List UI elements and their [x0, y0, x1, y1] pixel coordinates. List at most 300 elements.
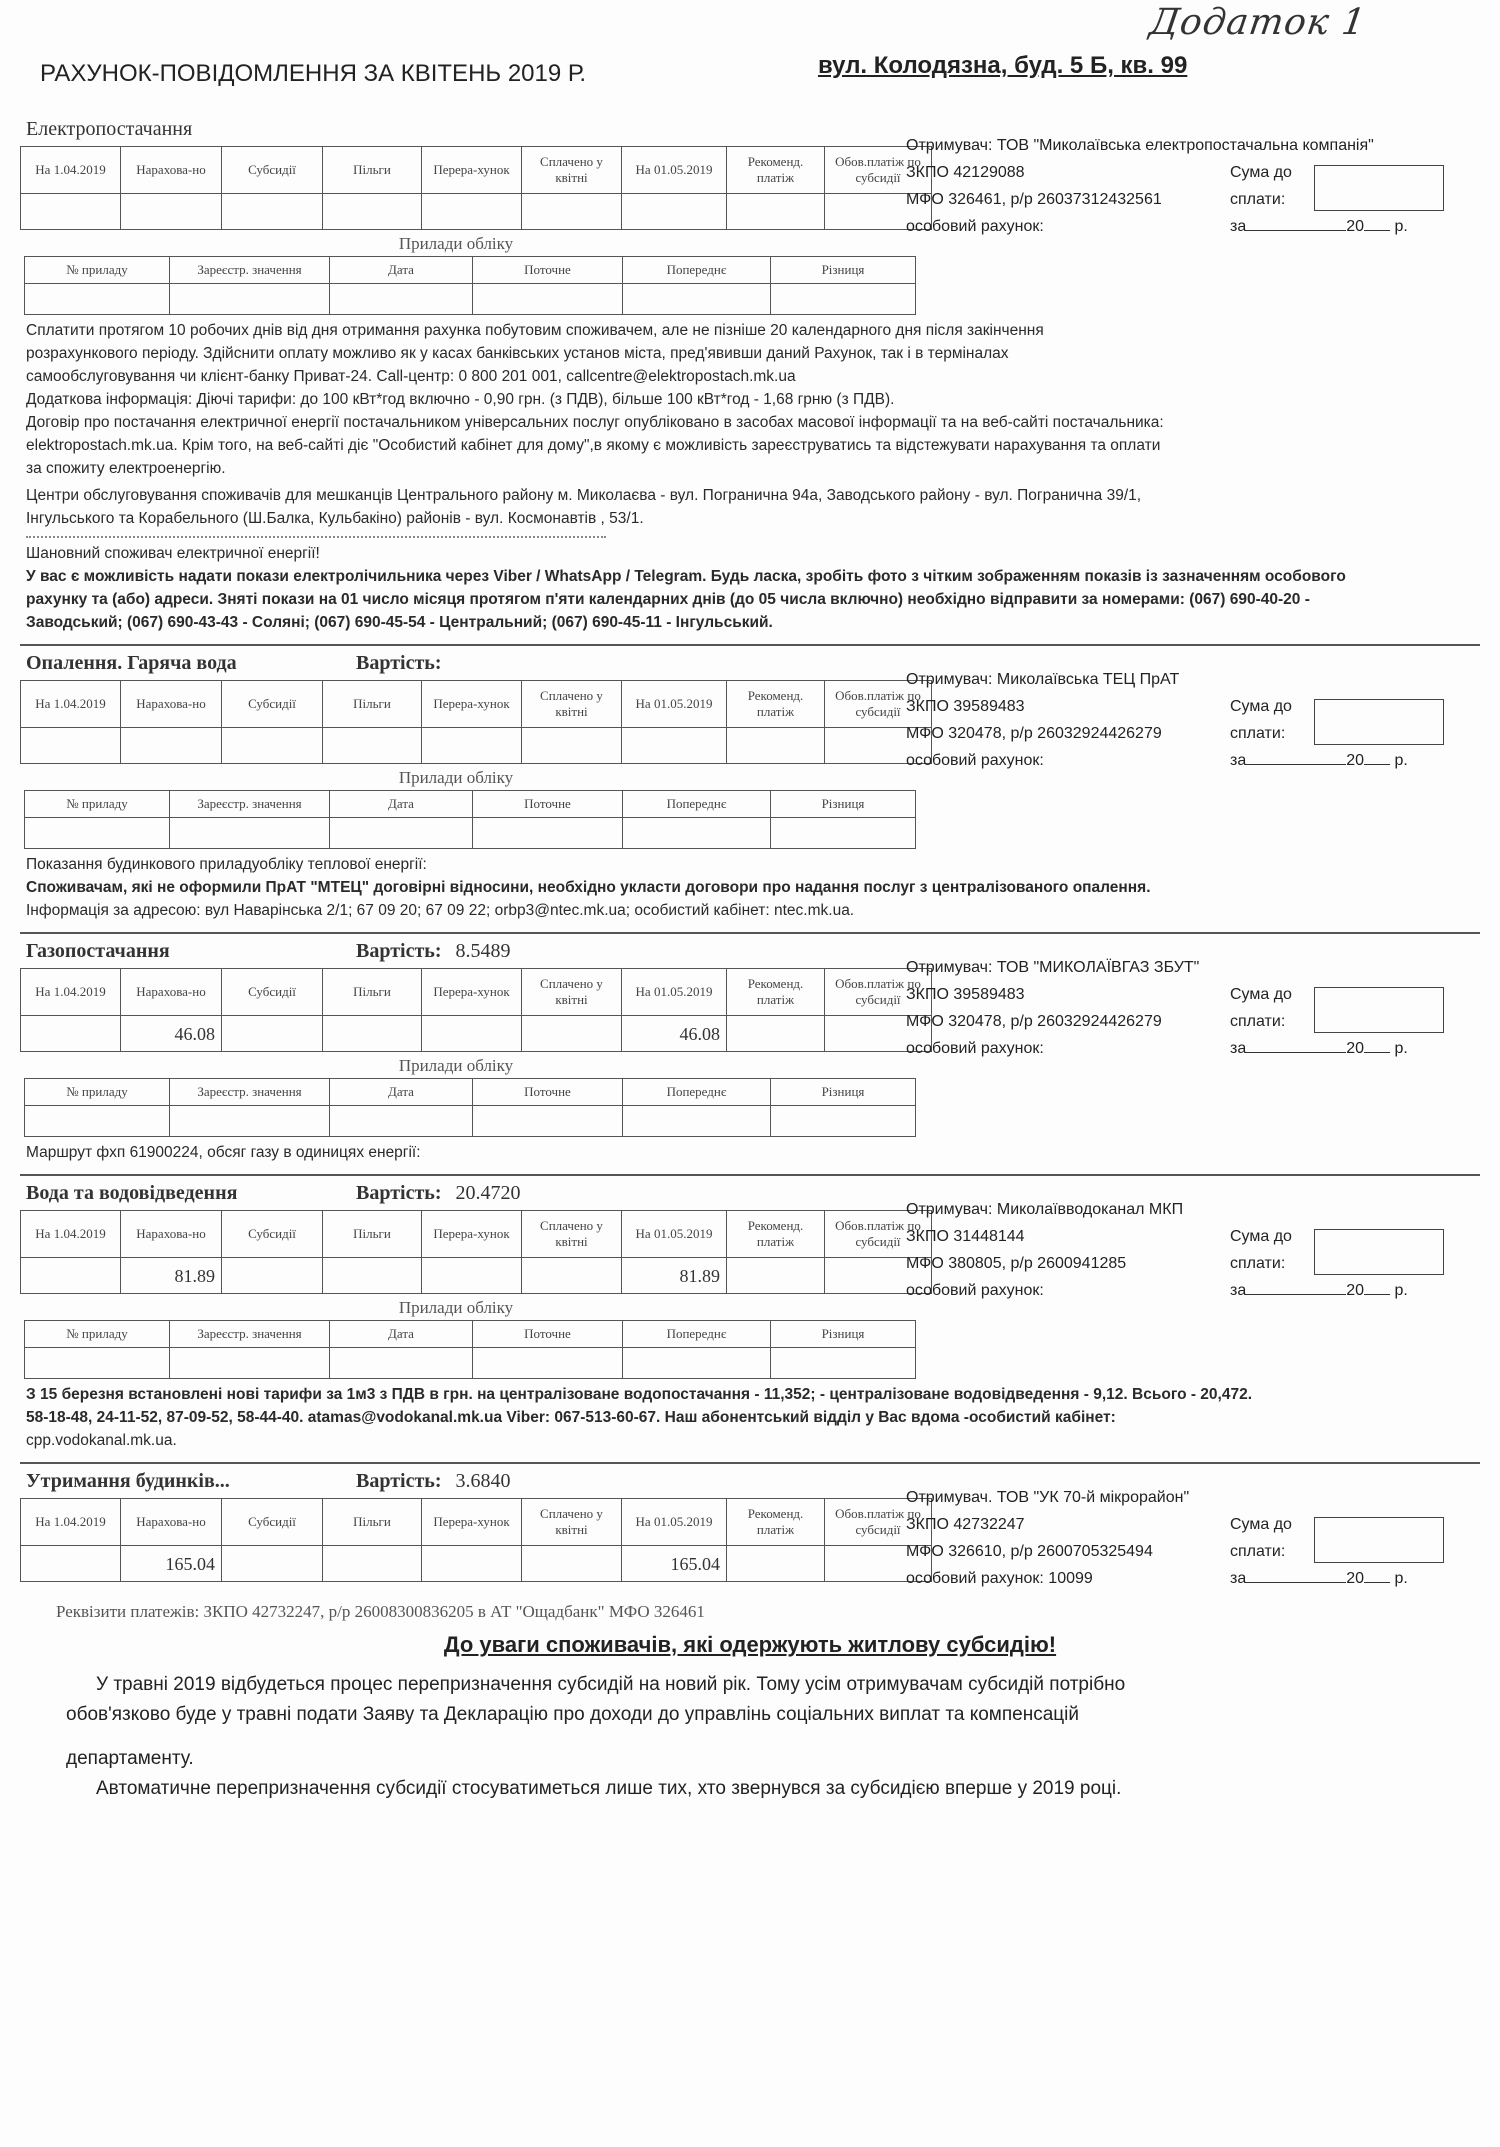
column-header: Субсидії: [222, 147, 323, 194]
period-za: за: [1230, 1040, 1247, 1057]
personal-account-label: особовий рахунок:: [906, 752, 1044, 769]
charge-cell: [422, 1546, 522, 1582]
charge-cell: [121, 728, 222, 764]
column-header: Рекоменд. платіж: [727, 681, 825, 728]
column-header: Нарахова-но: [121, 147, 222, 194]
charge-cell: 165.04: [121, 1546, 222, 1582]
appendix-label: Додаток 1: [1147, 2, 1369, 43]
column-header: Пільги: [323, 1499, 422, 1546]
section-slot-heating: [0, 652, 1500, 849]
charge-cell: [21, 194, 121, 230]
section-title: Вода та водовідведення: [26, 1182, 238, 1204]
recipient-bank: МФО 320478, р/р 26032924426279: [906, 725, 1162, 742]
charge-cell: [522, 1016, 622, 1052]
charges-table: [20, 680, 932, 764]
recipient-name: Отримувач. ТОВ "УК 70-й мікрорайон": [906, 1489, 1190, 1506]
section-slot-gas: [0, 940, 1500, 1137]
charge-cell: [323, 194, 422, 230]
meter-column-header: Дата: [330, 1079, 473, 1106]
column-header: Пільги: [323, 147, 422, 194]
recipient-name: Отримувач: ТОВ "МИКОЛАЇВГАЗ ЗБУТ": [906, 959, 1200, 976]
column-header: Перера-хунок: [422, 147, 522, 194]
section-cost: [356, 652, 456, 675]
recipient-bank: МФО 380805, р/р 2600941285: [906, 1255, 1127, 1272]
column-header: Пільги: [323, 969, 422, 1016]
meter-cell: [25, 284, 170, 315]
recipient-name: Отримувач: Миколаївська ТЕЦ ПрАТ: [906, 671, 1180, 688]
period-za: за: [1230, 752, 1247, 769]
period-suffix: р.: [1394, 1570, 1408, 1587]
charge-cell: [21, 1016, 121, 1052]
notice-line: департаменту.: [66, 1748, 194, 1769]
recipient-zkpo: ЗКПО 31448144: [906, 1228, 1025, 1245]
pay-column: [1206, 132, 1466, 240]
recipient-block: [906, 666, 1206, 774]
meters-header-row: [25, 1321, 916, 1348]
meter-cell: [330, 1106, 473, 1137]
column-header: На 1.04.2019: [21, 1499, 121, 1546]
heating-info: [0, 849, 1500, 928]
meters-table: [24, 256, 916, 315]
charges-header-row: [21, 681, 932, 728]
personal-account: [906, 1565, 1206, 1592]
meter-cell: [170, 818, 330, 849]
sum-due-field[interactable]: [1314, 987, 1444, 1033]
meter-column-header: Поточне: [473, 791, 623, 818]
info-line: Сплатити протягом 10 робочих днів від дня отримання рахунка побутовим споживачем, але не пізніше 20 календарного дня після закінчення: [26, 322, 1044, 339]
info-line: Інгульського та Корабельного (Ш.Балка, Кульбакіно) районів - вул. Космонавтів , 53/1.: [26, 510, 644, 527]
column-header: Сплачено у квітні: [522, 1211, 622, 1258]
info-line: розрахункового періоду. Здійснити оплату можливо як у касах банківських установ міста, пред'явивши даний Рахунок, так і в терміналах: [26, 345, 1009, 362]
info-line: Інформація за адресою: вул Наварінська 2/1; 67 09 20; 67 09 22; orbp3@ntec.mk.ua; особистий кабінет: ntec.mk.ua.: [26, 902, 855, 919]
section-heading: [20, 1182, 892, 1210]
column-header: На 01.05.2019: [622, 147, 727, 194]
period-suffix: р.: [1394, 1040, 1408, 1057]
column-header: Нарахова-но: [121, 1499, 222, 1546]
personal-account-label: особовий рахунок:: [906, 1570, 1044, 1587]
period-za: за: [1230, 1570, 1247, 1587]
sum-due-labels: [1230, 159, 1314, 213]
meter-cell: [473, 1106, 623, 1137]
meter-cell: [771, 284, 916, 315]
cost-label: Вартість:: [356, 652, 442, 674]
page-header: [0, 0, 1500, 118]
recipient-zkpo: ЗКПО 39589483: [906, 698, 1025, 715]
period-year: 20: [1346, 1282, 1365, 1299]
column-header: Сплачено у квітні: [522, 147, 622, 194]
meters-header-row: [25, 791, 916, 818]
meter-column-header: Попереднє: [623, 1079, 771, 1106]
cost-label: Вартість:: [356, 1182, 442, 1204]
column-header: Перера-хунок: [422, 969, 522, 1016]
charge-cell: 46.08: [622, 1016, 727, 1052]
charge-cell: [323, 1016, 422, 1052]
charge-cell: 46.08: [121, 1016, 222, 1052]
meter-column-header: Дата: [330, 257, 473, 284]
personal-account-label: особовий рахунок:: [906, 218, 1044, 235]
sum-due-label: Сума до: [1230, 164, 1292, 181]
gas-info: [0, 1137, 1500, 1170]
section-tables: [20, 1182, 921, 1379]
section-payment: [892, 940, 1482, 1062]
meter-cell: [25, 1348, 170, 1379]
charge-cell: [323, 1546, 422, 1582]
column-header: Пільги: [323, 1211, 422, 1258]
address: вул. Колодязна, буд. 5 Б, кв. 99: [818, 52, 1188, 79]
meters-caption: Прилади обліку: [398, 234, 514, 253]
section-tables: [20, 1470, 921, 1582]
recipient-bank: МФО 326610, р/р 2600705325494: [906, 1543, 1153, 1560]
payment-requisites: Реквізити платежів: ЗКПО 42732247, р/р 26008300836205 в АТ "Ощадбанк" МФО 326461: [56, 1602, 705, 1621]
section-cost: [356, 1470, 511, 1493]
charge-cell: [222, 1546, 323, 1582]
column-header: Рекоменд. платіж: [727, 147, 825, 194]
column-header: На 1.04.2019: [21, 147, 121, 194]
charges-value-row: [21, 194, 932, 230]
personal-account: [906, 1277, 1206, 1304]
year-blank[interactable]: [1364, 216, 1390, 231]
sum-due-label-2: сплати:: [1230, 1543, 1286, 1560]
recipient-zkpo: ЗКПО 39589483: [906, 986, 1025, 1003]
period-blank[interactable]: [1246, 1038, 1346, 1053]
meters-table: [24, 790, 916, 849]
personal-account-label: особовий рахунок:: [906, 1282, 1044, 1299]
charge-cell: [727, 1546, 825, 1582]
info-line: 58-18-48, 24-11-52, 87-09-52, 58-44-40. atamas@vodokanal.mk.ua Viber: 067-513-60-67. Наш абонентський відділ у Вас вдома -особистий кабінет:: [26, 1409, 1116, 1426]
column-header: Сплачено у квітні: [522, 969, 622, 1016]
recipient-name: Отримувач: Миколаївводоканал МКП: [906, 1201, 1184, 1218]
section-row: [0, 1182, 1500, 1379]
section-divider: [20, 1462, 1480, 1464]
meter-column-header: Зареєстр. значення: [170, 1321, 330, 1348]
year-blank[interactable]: [1364, 1280, 1390, 1295]
meter-column-header: Дата: [330, 791, 473, 818]
period-line: [1230, 1035, 1466, 1062]
meter-column-header: Попереднє: [623, 791, 771, 818]
info-line: Шановний споживач електричної енергії!: [26, 545, 320, 562]
meter-column-header: Поточне: [473, 257, 623, 284]
charge-cell: [21, 1546, 121, 1582]
period-za: за: [1230, 218, 1247, 235]
cost-label: Вартість:: [356, 940, 442, 962]
meter-cell: [623, 284, 771, 315]
section-heading: [20, 652, 892, 680]
pay-column: [1206, 954, 1466, 1062]
period-year: 20: [1346, 1570, 1365, 1587]
charge-cell: [727, 194, 825, 230]
charge-cell: [622, 194, 727, 230]
section-title: Утримання будинків...: [26, 1470, 230, 1492]
meter-cell: [473, 1348, 623, 1379]
section-title: Газопостачання: [26, 940, 170, 962]
section-heading: [20, 118, 892, 146]
charge-cell: [522, 1258, 622, 1294]
pay-column: [1206, 666, 1466, 774]
meter-cell: [623, 1106, 771, 1137]
section-title: Опалення. Гаряча вода: [26, 652, 237, 674]
notice-line: обов'язково буде у травні подати Заяву та Декларацію про доходи до управлінь соціальних виплат та компенсацій: [66, 1704, 1079, 1725]
info-line: elektropostach.mk.ua. Крім того, на веб-сайті діє "Особистий кабінет для дому",в якому є можливість зареєструватись та відстежувати нарахування та оплати: [26, 437, 1161, 454]
charge-cell: [121, 194, 222, 230]
period-blank[interactable]: [1246, 1280, 1346, 1295]
year-blank[interactable]: [1364, 1568, 1390, 1583]
info-line: самообслуговування чи клієнт-банку Приват-24. Call-центр: 0 800 201 001, callcentre@elektropostach.mk.ua: [26, 368, 796, 385]
section-tables: [20, 940, 921, 1137]
meters-caption: Прилади обліку: [398, 1298, 514, 1317]
column-header: Рекоменд. платіж: [727, 969, 825, 1016]
pay-column: [1206, 1484, 1466, 1592]
column-header: Субсидії: [222, 1211, 323, 1258]
charge-cell: [422, 1016, 522, 1052]
column-header: Пільги: [323, 681, 422, 728]
section-row: [0, 652, 1500, 849]
meters-value-row: [25, 1106, 916, 1137]
column-header: Нарахова-но: [121, 1211, 222, 1258]
period-za: за: [1230, 1282, 1247, 1299]
info-line: Маршрут фхп 61900224, обсяг газу в одиницях енергії:: [26, 1144, 421, 1161]
column-header: Рекоменд. платіж: [727, 1499, 825, 1546]
meter-column-header: Зареєстр. значення: [170, 257, 330, 284]
charge-cell: [21, 728, 121, 764]
recipient-block: [906, 954, 1206, 1062]
charge-cell: [21, 1258, 121, 1294]
cost-label: Вартість:: [356, 1470, 442, 1492]
sum-due-field[interactable]: [1314, 1229, 1444, 1275]
period-year: 20: [1346, 1040, 1365, 1057]
meter-cell: [623, 818, 771, 849]
section-divider: [20, 1174, 1480, 1176]
info-line: Центри обслуговування споживачів для мешканців Центрального району м. Миколаєва - вул. Погранична 94а, Заводського району - вул. Погранична 39/1,: [26, 487, 1142, 504]
info-line: Споживачам, які не оформили ПрАТ "МТЕЦ" договірні відносини, необхідно укласти договори про надання послуг з централізованого опалення.: [26, 879, 1151, 896]
charges-table: [20, 968, 932, 1052]
cost-value: 3.6840: [455, 1470, 511, 1492]
charges-header-row: [21, 1211, 932, 1258]
meters-caption: Прилади обліку: [398, 1056, 514, 1075]
personal-account-value: 10099: [1048, 1570, 1093, 1587]
column-header: Обов.платіж по субсидії: [825, 1499, 932, 1546]
section-heading: [20, 940, 892, 968]
section-row: [0, 118, 1500, 315]
period-suffix: р.: [1394, 752, 1408, 769]
column-header: Сплачено у квітні: [522, 681, 622, 728]
meter-column-header: Різниця: [771, 1321, 916, 1348]
recipient-name: Отримувач: ТОВ "Миколаївська електропостачальна компанія": [906, 137, 1374, 154]
cost-value: 8.5489: [455, 940, 511, 962]
meter-column-header: № приладу: [25, 791, 170, 818]
info-line: рахунку та (або) адреси. Зняті покази на 01 число місяця протягом п'яти календарних днів (до 05 числа включно) необхідно відправити за номерами: (067) 690-40-20 -: [26, 591, 1310, 608]
period-blank[interactable]: [1246, 216, 1346, 231]
sum-due-label: Сума до: [1230, 1516, 1292, 1533]
period-suffix: р.: [1394, 1282, 1408, 1299]
section-slot-maintenance: [0, 1470, 1500, 1592]
pay-column: [1206, 1196, 1466, 1304]
info-line: за спожиту електроенергію.: [26, 460, 226, 477]
section-tables: [20, 118, 921, 315]
charge-cell: [522, 1546, 622, 1582]
recipient-block: [906, 1196, 1206, 1304]
electricity-info: [0, 315, 1500, 640]
year-blank[interactable]: [1364, 1038, 1390, 1053]
sum-due-field[interactable]: [1314, 699, 1444, 745]
charges-value-row: [21, 728, 932, 764]
sum-due: [1230, 693, 1466, 747]
charges-table: [20, 1210, 932, 1294]
info-line: Договір про постачання електричної енергії постачальником універсальних послуг опубліковано в засобах масової інформації та на веб-сайті постачальника:: [26, 414, 1164, 431]
service-section: [0, 1470, 1500, 1592]
charge-cell: [422, 728, 522, 764]
column-header: Обов.платіж по субсидії: [825, 969, 932, 1016]
charges-value-row: [21, 1016, 932, 1052]
meter-column-header: Різниця: [771, 791, 916, 818]
meter-column-header: Дата: [330, 1321, 473, 1348]
column-header: Нарахова-но: [121, 681, 222, 728]
charges-table: [20, 146, 932, 230]
period-line: [1230, 747, 1466, 774]
charge-cell: [222, 728, 323, 764]
charges-header-row: [21, 969, 932, 1016]
charge-cell: [222, 1016, 323, 1052]
charge-cell: [727, 728, 825, 764]
charge-cell: [323, 728, 422, 764]
section-cost: [356, 940, 511, 963]
service-section: [0, 652, 1500, 849]
column-header: Сплачено у квітні: [522, 1499, 622, 1546]
notice-line: Автоматичне перепризначення субсидії стосуватиметься лише тих, хто звернувся за субсидією вперше у 2019 році.: [96, 1778, 1122, 1799]
meters-table: [24, 1078, 916, 1137]
dotted-separator: [26, 530, 606, 538]
section-payment: [892, 118, 1482, 240]
column-header: Перера-хунок: [422, 681, 522, 728]
meters-table: [24, 1320, 916, 1379]
meter-column-header: Зареєстр. значення: [170, 791, 330, 818]
meter-cell: [170, 1106, 330, 1137]
personal-account: [906, 747, 1206, 774]
period-blank[interactable]: [1246, 750, 1346, 765]
period-year: 20: [1346, 752, 1365, 769]
meter-column-header: Поточне: [473, 1321, 623, 1348]
sum-due-label: Сума до: [1230, 698, 1292, 715]
meter-cell: [330, 818, 473, 849]
charge-cell: [222, 1258, 323, 1294]
section-row: [0, 1470, 1500, 1592]
service-section: [0, 940, 1500, 1137]
recipient-bank: МФО 320478, р/р 26032924426279: [906, 1013, 1162, 1030]
meter-cell: [170, 1348, 330, 1379]
charges-header-row: [21, 1499, 932, 1546]
sum-due-labels: [1230, 981, 1314, 1035]
meter-column-header: № приладу: [25, 1079, 170, 1106]
meters-value-row: [25, 818, 916, 849]
section-divider: [20, 644, 1480, 646]
sum-due-label-2: сплати:: [1230, 1255, 1286, 1272]
sum-due: [1230, 1223, 1466, 1277]
info-line: З 15 березня встановлені нові тарифи за 1м3 з ПДВ в грн. на централізоване водопостачання - 11,352; - централізоване водовідведення - 9,12. Всього - 20,472.: [26, 1386, 1253, 1403]
column-header: Рекоменд. платіж: [727, 1211, 825, 1258]
charge-cell: [727, 1258, 825, 1294]
meter-cell: [771, 818, 916, 849]
column-header: На 01.05.2019: [622, 1499, 727, 1546]
meter-column-header: Поточне: [473, 1079, 623, 1106]
section-payment: [892, 1470, 1482, 1592]
column-header: На 01.05.2019: [622, 681, 727, 728]
charges-value-row: [21, 1258, 932, 1294]
meter-cell: [771, 1106, 916, 1137]
meter-column-header: Попереднє: [623, 257, 771, 284]
column-header: На 1.04.2019: [21, 1211, 121, 1258]
info-line: cpp.vodokanal.mk.ua.: [26, 1432, 177, 1449]
charge-cell: [422, 194, 522, 230]
info-line: Показання будинкового приладуобліку теплової енергії:: [26, 856, 427, 873]
meter-column-header: Різниця: [771, 257, 916, 284]
year-blank[interactable]: [1364, 750, 1390, 765]
info-line: Заводський; (067) 690-43-43 - Соляні; (067) 690-45-54 - Центральний; (067) 690-45-11 - Інгульський.: [26, 614, 773, 631]
meters-caption: Прилади обліку: [398, 768, 514, 787]
meter-cell: [473, 284, 623, 315]
notice-title: До уваги споживачів, які одержують житлову субсидію!: [443, 1632, 1057, 1657]
column-header: Перера-хунок: [422, 1499, 522, 1546]
charge-cell: [522, 194, 622, 230]
sum-due-label-2: сплати:: [1230, 1013, 1286, 1030]
recipient-zkpo: ЗКПО 42732247: [906, 1516, 1025, 1533]
meters-header-row: [25, 1079, 916, 1106]
period-line: [1230, 1277, 1466, 1304]
sum-due-labels: [1230, 1511, 1314, 1565]
section-tables: [20, 652, 921, 849]
period-blank[interactable]: [1246, 1568, 1346, 1583]
sum-due: [1230, 981, 1466, 1035]
charge-cell: 165.04: [622, 1546, 727, 1582]
sum-due-labels: [1230, 1223, 1314, 1277]
sum-due: [1230, 159, 1466, 213]
info-line: У вас є можливість надати покази електролічильника через Viber / WhatsApp / Telegram. Будь ласка, зробіть фото з чітким зображенням показів із зазначенням особового: [26, 568, 1346, 585]
document-title: РАХУНОК-ПОВІДОМЛЕННЯ ЗА КВІТЕНЬ 2019 Р.: [40, 60, 587, 87]
sum-due-field[interactable]: [1314, 165, 1444, 211]
charge-cell: 81.89: [622, 1258, 727, 1294]
sum-due-field[interactable]: [1314, 1517, 1444, 1563]
column-header: На 01.05.2019: [622, 969, 727, 1016]
meter-column-header: Різниця: [771, 1079, 916, 1106]
charges-table: [20, 1498, 932, 1582]
section-payment: [892, 1182, 1482, 1304]
column-header: Субсидії: [222, 969, 323, 1016]
section-payment: [892, 652, 1482, 774]
column-header: Субсидії: [222, 681, 323, 728]
personal-account-label: особовий рахунок:: [906, 1040, 1044, 1057]
meter-cell: [623, 1348, 771, 1379]
personal-account: [906, 1035, 1206, 1062]
meter-column-header: № приладу: [25, 1321, 170, 1348]
column-header: Субсидії: [222, 1499, 323, 1546]
column-header: На 1.04.2019: [21, 969, 121, 1016]
sum-due-label-2: сплати:: [1230, 725, 1286, 742]
section-slot-water: [0, 1182, 1500, 1379]
charge-cell: [622, 728, 727, 764]
charge-cell: [323, 1258, 422, 1294]
meter-cell: [25, 818, 170, 849]
meter-cell: [771, 1348, 916, 1379]
meter-column-header: № приладу: [25, 257, 170, 284]
column-header: На 1.04.2019: [21, 681, 121, 728]
meters-header-row: [25, 257, 916, 284]
notice-line: У травні 2019 відбудеться процес перепризначення субсидій на новий рік. Тому усім отримувачам субсидій потрібно: [96, 1674, 1126, 1695]
section-cost: [356, 1182, 521, 1205]
meter-column-header: Попереднє: [623, 1321, 771, 1348]
recipient-bank: МФО 326461, р/р 26037312432561: [906, 191, 1162, 208]
cost-value: 20.4720: [455, 1182, 521, 1204]
sum-due: [1230, 1511, 1466, 1565]
sum-due-label-2: сплати:: [1230, 191, 1286, 208]
info-line: Додаткова інформація: Діючі тарифи: до 100 кВт*год включно - 0,90 грн. (з ПДВ), більше 100 кВт*год - 1,68 грню (з ПДВ).: [26, 391, 895, 408]
